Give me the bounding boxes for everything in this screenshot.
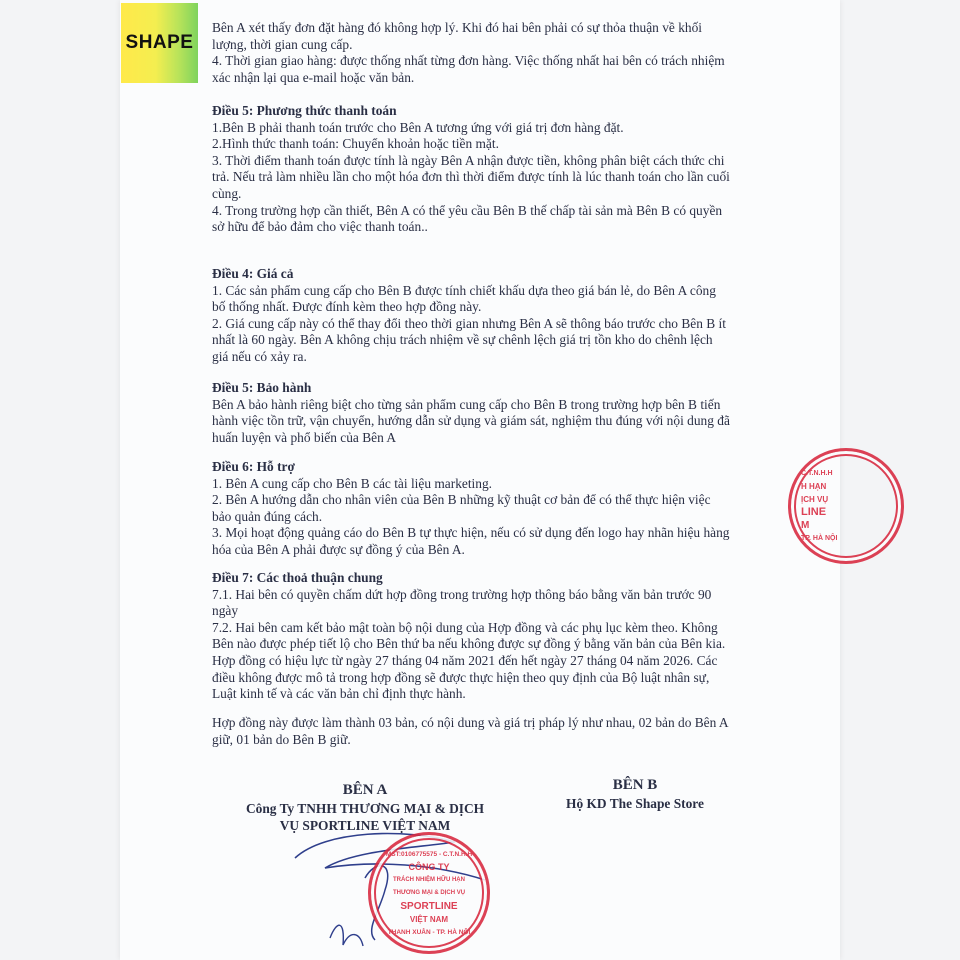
company-stamp [368, 832, 490, 954]
section-line: bố thống nhất. Được đính kèm theo hợp đồng này. [212, 299, 482, 315]
stamp-text: C.T.N.H.H [801, 470, 833, 477]
section-line: hóa của Bên A phải được sự đồng ý của Bên A. [212, 541, 465, 557]
stamp-text: H HẠN [801, 482, 827, 491]
section-line: Bên nào được phép tiết lộ cho Bên thứ ba nếu không được sự đồng ý bằng văn bản của Bên kia. [212, 636, 726, 652]
section-line: 1. Bên A cung cấp cho Bên B các tài liệu marketing. [212, 475, 493, 491]
section-line: 2.Hình thức thanh toán: Chuyển khoản hoặc tiền mặt. [212, 136, 499, 152]
section-line: giá nếu có xảy ra. [212, 348, 307, 364]
section-support [212, 459, 782, 559]
section-heading: Điều 6: Hỗ trợ [212, 459, 295, 474]
closing-paragraph [212, 715, 782, 748]
section-heading: Điều 5: Phương thức thanh toán [212, 103, 397, 118]
party-a-name-line: VỤ SPORTLINE VIỆT NAM [279, 818, 451, 833]
intro-line: lượng, thời gian cung cấp. [212, 36, 353, 52]
party-a-title: BÊN A [342, 782, 388, 798]
section-line: Luật kinh tế và các văn bản chỉ định thực hành. [212, 686, 466, 702]
stamp-text: TP. HÀ NỘI [801, 535, 838, 542]
stamp-text: MST:0106775575 - C.T.N.H.H [385, 850, 473, 858]
section-line: huấn luyện và phổ biến của Bên A [212, 429, 397, 445]
section-line: bảo quản đúng cách. [212, 508, 323, 524]
section-line: trả. Nếu trả làm nhiều lần cho một hóa đơn thì thời điểm được tính là lúc thanh toán cho lần cuối [212, 169, 730, 185]
shape-logo [121, 3, 198, 83]
stamp-text: THƯƠNG MẠI & DỊCH VỤ [392, 889, 466, 896]
section-line: Hợp đồng có hiệu lực từ ngày 27 tháng 04 năm 2021 đến hết ngày 27 tháng 04 năm 2026. Các [212, 652, 718, 668]
edge-stamp [788, 448, 904, 564]
section-payment [212, 103, 782, 236]
party-b-title: BÊN B [612, 777, 658, 793]
section-line: Bên A bảo hành riêng biệt cho từng sản phẩm cung cấp cho Bên B trong trường hợp bên B tiến [212, 396, 721, 412]
section-line: 7.1. Hai bên có quyền chấm dứt hợp đồng trong trường hợp thông báo bằng văn bản trước 90 [212, 586, 712, 602]
section-line: cùng. [212, 185, 242, 201]
section-heading: Điều 7: Các thoả thuận chung [212, 570, 383, 585]
section-warranty [212, 380, 782, 446]
stamp-text: VIỆT NAM [409, 914, 449, 924]
section-line: nhất là 60 ngày. Bên A không chịu trách nhiệm về sự chênh lệch giá trị tồn kho do chênh lệch [212, 332, 713, 348]
section-line: 3. Mọi hoạt động quảng cáo do Bên B tự thực hiện, nếu có sử dụng đến logo hay nhãn hiệu hàng [212, 525, 730, 541]
stamp-text: TRÁCH NHIỆM HỮU HẠN [393, 876, 465, 883]
section-line: 7.2. Hai bên cam kết bảo mật toàn bộ nội dung của Hợp đồng và các phụ lục kèm theo. Không [212, 619, 718, 635]
section-line: 1.Bên B phải thanh toán trước cho Bên A tương ứng với giá trị đơn hàng đặt. [212, 119, 624, 135]
intro-line: Bên A xét thấy đơn đặt hàng đó không hợp lý. Khi đó hai bên phải có sự thỏa thuận về khối [212, 20, 703, 35]
stamp-text: M [801, 520, 810, 531]
section-general [212, 570, 782, 703]
section-line: hành việc tồn trữ, vận chuyển, hướng dẫn sử dụng và giám sát, nghiệm thu đúng với nội dung đã [212, 413, 730, 429]
intro-line: xác nhận lại qua e-mail hoặc văn bản. [212, 69, 415, 85]
stamp-text: ỊCH VỤ [801, 495, 829, 504]
intro-paragraph [212, 20, 782, 86]
section-line: sở hữu để bảo đảm cho việc thanh toán.. [212, 219, 428, 235]
section-heading: Điều 4: Giá cả [212, 266, 294, 281]
section-line: điều không được mô tả trong hợp đồng sẽ được thực hiện theo quy định của Bộ luật nhân sự, [212, 669, 710, 685]
section-line: 3. Thời điểm thanh toán được tính là ngày Bên A nhận được tiền, không phân biệt cách thức chi [212, 152, 725, 168]
closing-line: giữ, 01 bản do Bên B giữ. [212, 731, 351, 747]
stamp-text: LINE [801, 506, 827, 518]
section-heading: Điều 5: Bảo hành [212, 380, 312, 395]
stamp-text: SPORTLINE [400, 900, 458, 912]
party-b-block [535, 775, 735, 812]
party-a-name-line: Công Ty TNHH THƯƠNG MẠI & DỊCH [245, 801, 485, 816]
stamp-text: CÔNG TY [408, 861, 450, 872]
section-line: 2. Giá cung cấp này có thể thay đổi theo thời gian nhưng Bên A sẽ thông báo trước cho Bên B ít [212, 315, 726, 331]
section-line: 1. Các sản phẩm cung cấp cho Bên B được tính chiết khấu dựa theo giá bán lẻ, do Bên A công [212, 282, 716, 298]
section-line: 2. Bên A hướng dẫn cho nhân viên của Bên B những kỹ thuật cơ bản để có thể thực hiện việc [212, 492, 711, 508]
logo-text: SHAPE [125, 32, 194, 53]
closing-line: Hợp đồng này được làm thành 03 bản, có nội dung và giá trị pháp lý như nhau, 02 bản do Bên A [212, 715, 729, 730]
section-line: ngày [212, 603, 239, 619]
party-b-name: Hộ KD The Shape Store [566, 796, 704, 811]
intro-line: 4. Thời gian giao hàng: được thống nhất từng đơn hàng. Việc thống nhất hai bên có trách nhiệm [212, 53, 725, 69]
stamp-text: THANH XUÂN - TP. HÀ NỘI [387, 928, 471, 936]
section-price [212, 266, 782, 366]
section-line: 4. Trong trường hợp cần thiết, Bên A có thể yêu cầu Bên B thế chấp tài sản mà Bên B có quyền [212, 202, 723, 218]
